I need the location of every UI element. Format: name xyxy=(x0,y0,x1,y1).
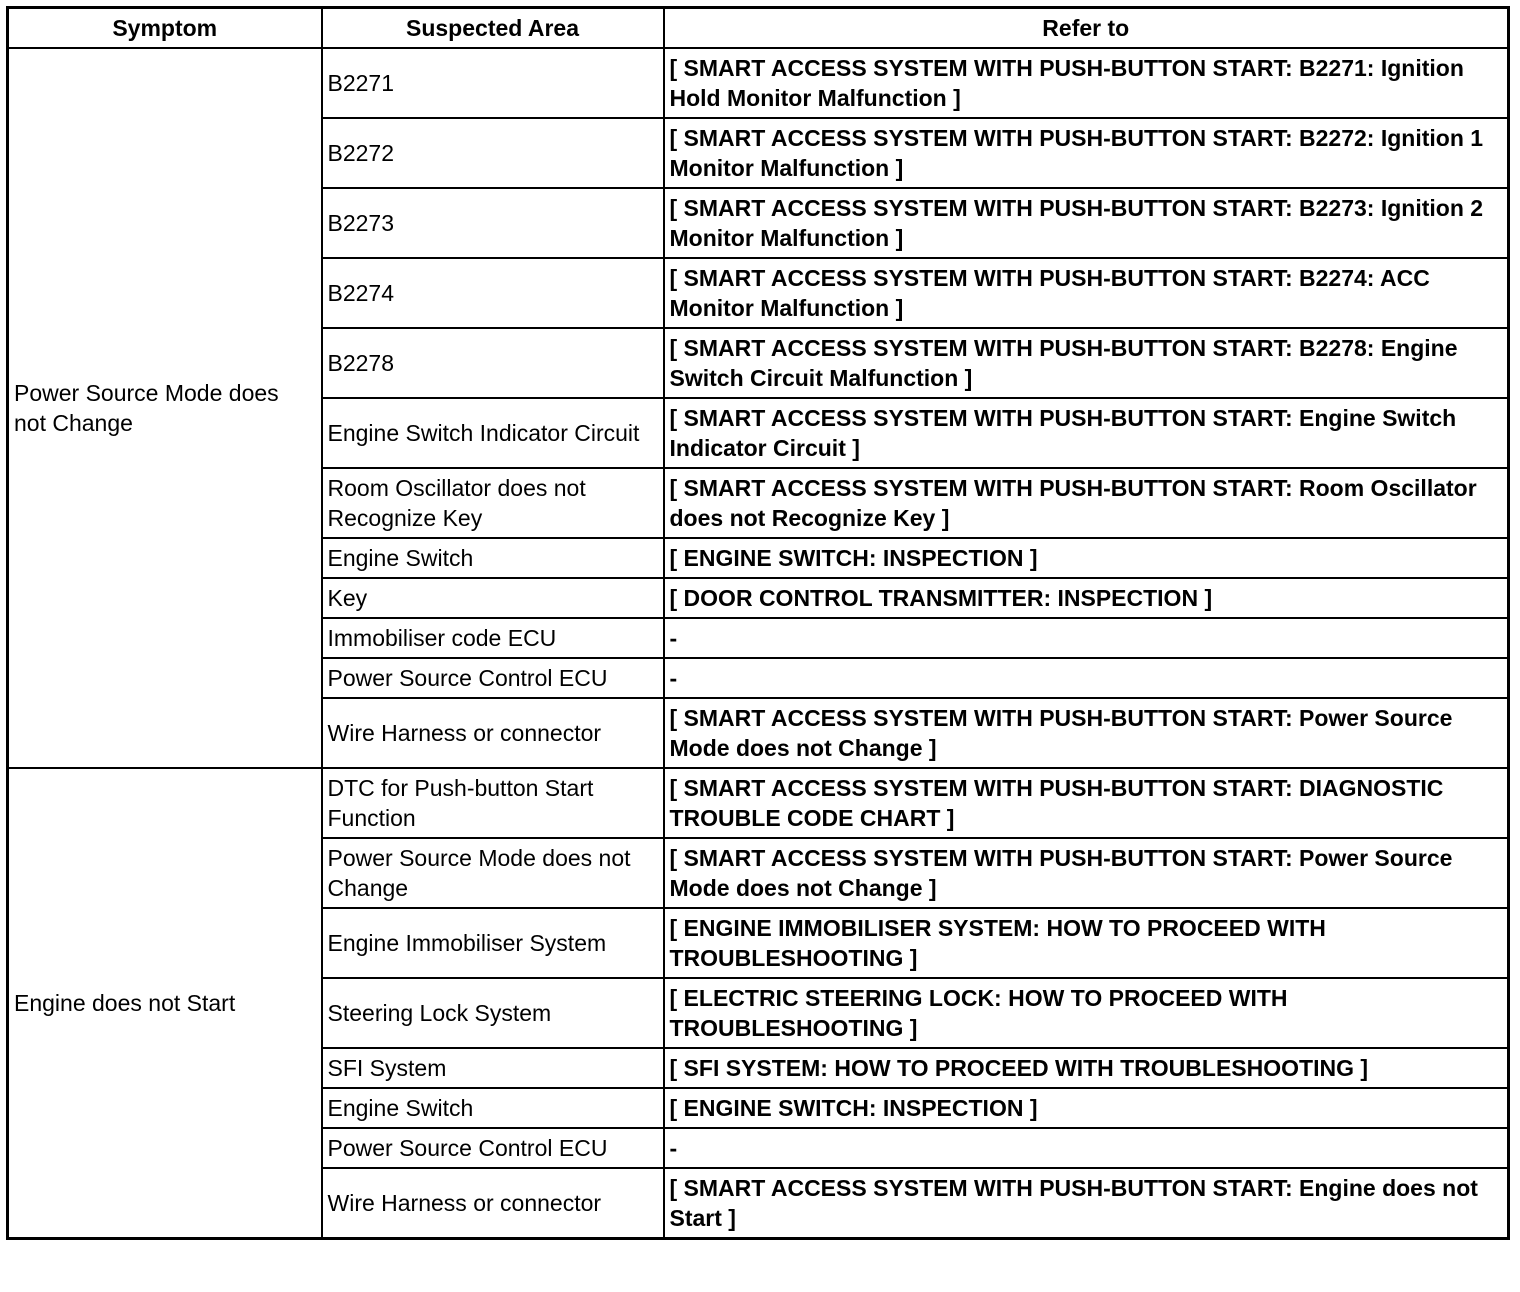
header-row xyxy=(8,8,1509,49)
suspected-area-cell: B2271 xyxy=(322,48,664,118)
table-row xyxy=(8,48,1509,118)
refer-to-cell: - xyxy=(664,658,1509,698)
refer-to-cell: [ SMART ACCESS SYSTEM WITH PUSH-BUTTON START: B2278: Engine Switch Circuit Malfunction ] xyxy=(664,328,1509,398)
refer-to-cell: [ SMART ACCESS SYSTEM WITH PUSH-BUTTON START: B2271: Ignition Hold Monitor Malfunction ] xyxy=(664,48,1509,118)
suspected-area-cell: B2273 xyxy=(322,188,664,258)
suspected-area-cell: Key xyxy=(322,578,664,618)
suspected-area-cell: Wire Harness or connector xyxy=(322,1168,664,1239)
suspected-area-cell: Engine Switch Indicator Circuit xyxy=(322,398,664,468)
troubleshooting-table xyxy=(6,6,1510,1240)
suspected-area-cell: Wire Harness or connector xyxy=(322,698,664,768)
refer-to-cell: [ SMART ACCESS SYSTEM WITH PUSH-BUTTON START: Power Source Mode does not Change ] xyxy=(664,698,1509,768)
suspected-area-cell: SFI System xyxy=(322,1048,664,1088)
refer-to-cell: [ DOOR CONTROL TRANSMITTER: INSPECTION ] xyxy=(664,578,1509,618)
refer-to-cell: [ SMART ACCESS SYSTEM WITH PUSH-BUTTON START: B2273: Ignition 2 Monitor Malfunction ] xyxy=(664,188,1509,258)
refer-to-cell: [ SMART ACCESS SYSTEM WITH PUSH-BUTTON START: Engine does not Start ] xyxy=(664,1168,1509,1239)
suspected-area-cell: Power Source Control ECU xyxy=(322,1128,664,1168)
refer-to-cell: [ SFI SYSTEM: HOW TO PROCEED WITH TROUBLESHOOTING ] xyxy=(664,1048,1509,1088)
refer-to-cell: [ SMART ACCESS SYSTEM WITH PUSH-BUTTON START: B2274: ACC Monitor Malfunction ] xyxy=(664,258,1509,328)
header-symptom: Symptom xyxy=(8,8,322,49)
refer-to-cell: [ SMART ACCESS SYSTEM WITH PUSH-BUTTON START: Power Source Mode does not Change ] xyxy=(664,838,1509,908)
refer-to-cell: [ ENGINE SWITCH: INSPECTION ] xyxy=(664,538,1509,578)
suspected-area-cell: B2272 xyxy=(322,118,664,188)
refer-to-cell: [ ENGINE SWITCH: INSPECTION ] xyxy=(664,1088,1509,1128)
table-body xyxy=(8,48,1509,1239)
suspected-area-cell: Steering Lock System xyxy=(322,978,664,1048)
suspected-area-cell: Power Source Mode does not Change xyxy=(322,838,664,908)
suspected-area-cell: Power Source Control ECU xyxy=(322,658,664,698)
refer-to-cell: - xyxy=(664,1128,1509,1168)
header-suspected-area: Suspected Area xyxy=(322,8,664,49)
refer-to-cell: [ SMART ACCESS SYSTEM WITH PUSH-BUTTON START: DIAGNOSTIC TROUBLE CODE CHART ] xyxy=(664,768,1509,838)
symptom-cell: Power Source Mode does not Change xyxy=(8,48,322,768)
suspected-area-cell: Engine Switch xyxy=(322,538,664,578)
symptom-cell: Engine does not Start xyxy=(8,768,322,1239)
suspected-area-cell: Engine Switch xyxy=(322,1088,664,1128)
refer-to-cell: [ ELECTRIC STEERING LOCK: HOW TO PROCEED WITH TROUBLESHOOTING ] xyxy=(664,978,1509,1048)
table-row xyxy=(8,768,1509,838)
suspected-area-cell: Immobiliser code ECU xyxy=(322,618,664,658)
refer-to-cell: [ SMART ACCESS SYSTEM WITH PUSH-BUTTON START: Engine Switch Indicator Circuit ] xyxy=(664,398,1509,468)
refer-to-cell: [ ENGINE IMMOBILISER SYSTEM: HOW TO PROCEED WITH TROUBLESHOOTING ] xyxy=(664,908,1509,978)
refer-to-cell: - xyxy=(664,618,1509,658)
suspected-area-cell: B2278 xyxy=(322,328,664,398)
suspected-area-cell: Engine Immobiliser System xyxy=(322,908,664,978)
suspected-area-cell: Room Oscillator does not Recognize Key xyxy=(322,468,664,538)
refer-to-cell: [ SMART ACCESS SYSTEM WITH PUSH-BUTTON START: Room Oscillator does not Recognize Key ] xyxy=(664,468,1509,538)
suspected-area-cell: DTC for Push-button Start Function xyxy=(322,768,664,838)
header-refer-to: Refer to xyxy=(664,8,1509,49)
suspected-area-cell: B2274 xyxy=(322,258,664,328)
refer-to-cell: [ SMART ACCESS SYSTEM WITH PUSH-BUTTON START: B2272: Ignition 1 Monitor Malfunction ] xyxy=(664,118,1509,188)
